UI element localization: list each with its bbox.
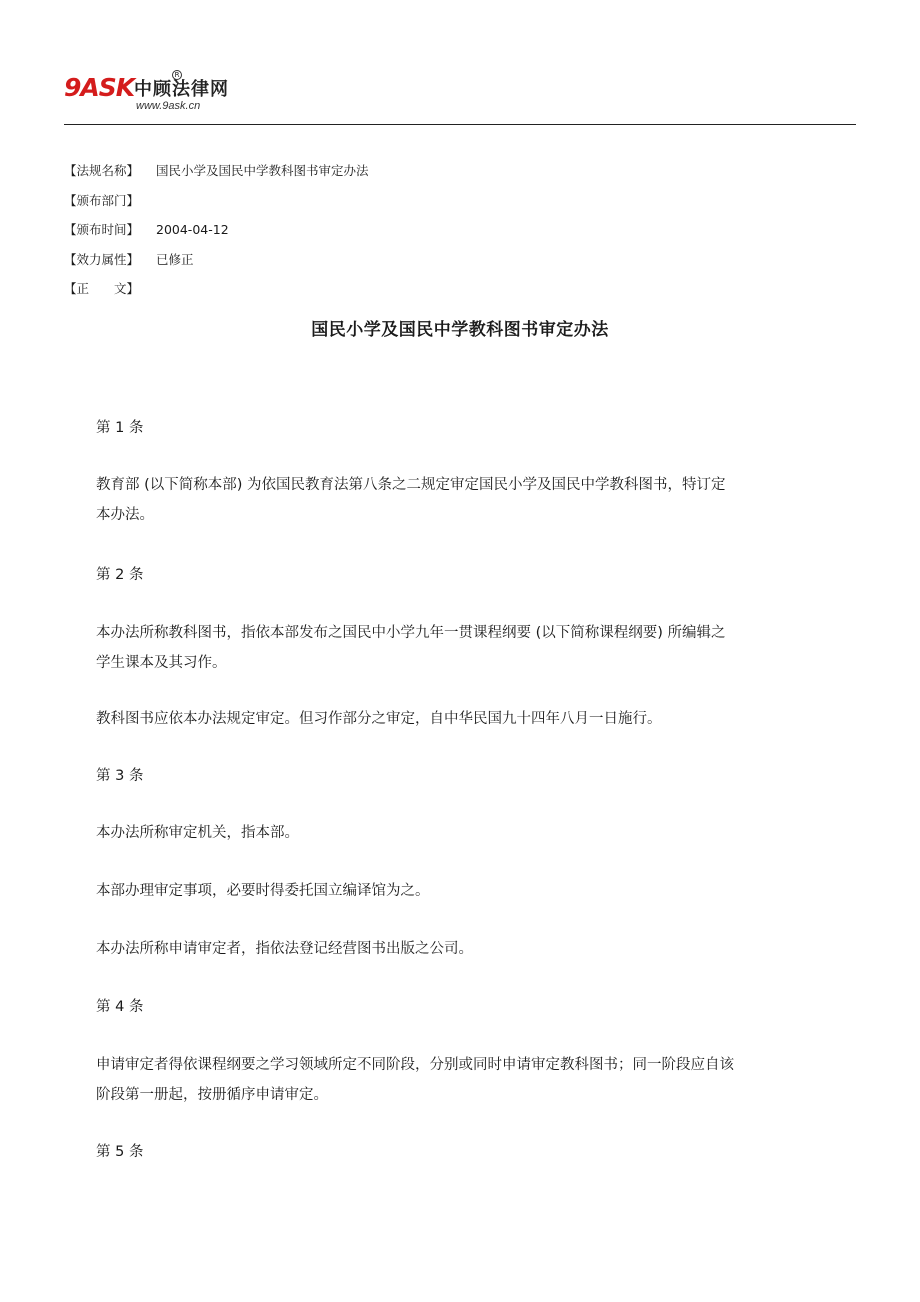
meta-key: 【法规名称】: [64, 163, 140, 178]
logo-cn-name: [134, 75, 229, 101]
article-heading: 第 5 条: [96, 1144, 144, 1160]
article-heading: 第 1 条: [96, 420, 144, 436]
article-heading: 第 4 条: [96, 999, 144, 1015]
paragraph: 本部办理审定事项，必要时得委托国立编译馆为之。: [96, 883, 430, 899]
header-divider: [64, 124, 856, 125]
meta-key: 【正 文】: [64, 281, 140, 296]
meta-row-dept: [64, 186, 369, 216]
meta-row-text: [64, 274, 369, 304]
site-logo[interactable]: [64, 68, 254, 118]
article-heading: 第 2 条: [96, 567, 144, 583]
paragraph: 本办法所称申请审定者，指依法登记经营图书出版之公司。: [96, 941, 473, 957]
paragraph: 教育部 (以下简称本部) 为依国民教育法第八条之二规定审定国民小学及国民中学教科图书，特订定本办法。: [96, 477, 726, 523]
paragraph: 申请审定者得依课程纲要之学习领域所定不同阶段，分别或同时申请审定教科图书；同一阶段应自该阶段第一册起，按册循序申请审定。: [96, 1057, 734, 1103]
registered-mark: R: [172, 70, 182, 80]
document-title: 国民小学及国民中学教科图书审定办法: [311, 320, 609, 340]
site-header: [64, 68, 856, 128]
meta-key: 【颁布部门】: [64, 192, 140, 208]
logo-cn-a: 中顾: [134, 79, 172, 100]
article-heading: 第 3 条: [96, 768, 144, 784]
paragraph: 本办法所称教科图书，指依本部发布之国民中小学九年一贯课程纲要 (以下简称课程纲要) 所编辑之学生课本及其习作。: [96, 625, 726, 671]
logo-cn-b: 法律网: [172, 79, 229, 100]
meta-value: 国民小学及国民中学教科图书审定办法: [156, 163, 369, 178]
meta-row-name: [64, 156, 369, 186]
meta-key: 【颁布时间】: [64, 222, 140, 237]
logo-mark: 9ASK: [64, 73, 135, 102]
paragraph: 教科图书应依本办法规定审定。但习作部分之审定，自中华民国九十四年八月一日施行。: [96, 711, 662, 727]
logo-url: www.9ask.cn: [136, 100, 201, 112]
meta-value: 2004-04-12: [156, 222, 229, 237]
metadata-block: [64, 156, 369, 304]
meta-value: 已修正: [156, 251, 194, 267]
paragraph: 本办法所称审定机关，指本部。: [96, 825, 299, 841]
meta-row-status: [64, 245, 369, 275]
meta-key: 【效力属性】: [64, 251, 140, 267]
meta-row-date: [64, 215, 369, 245]
